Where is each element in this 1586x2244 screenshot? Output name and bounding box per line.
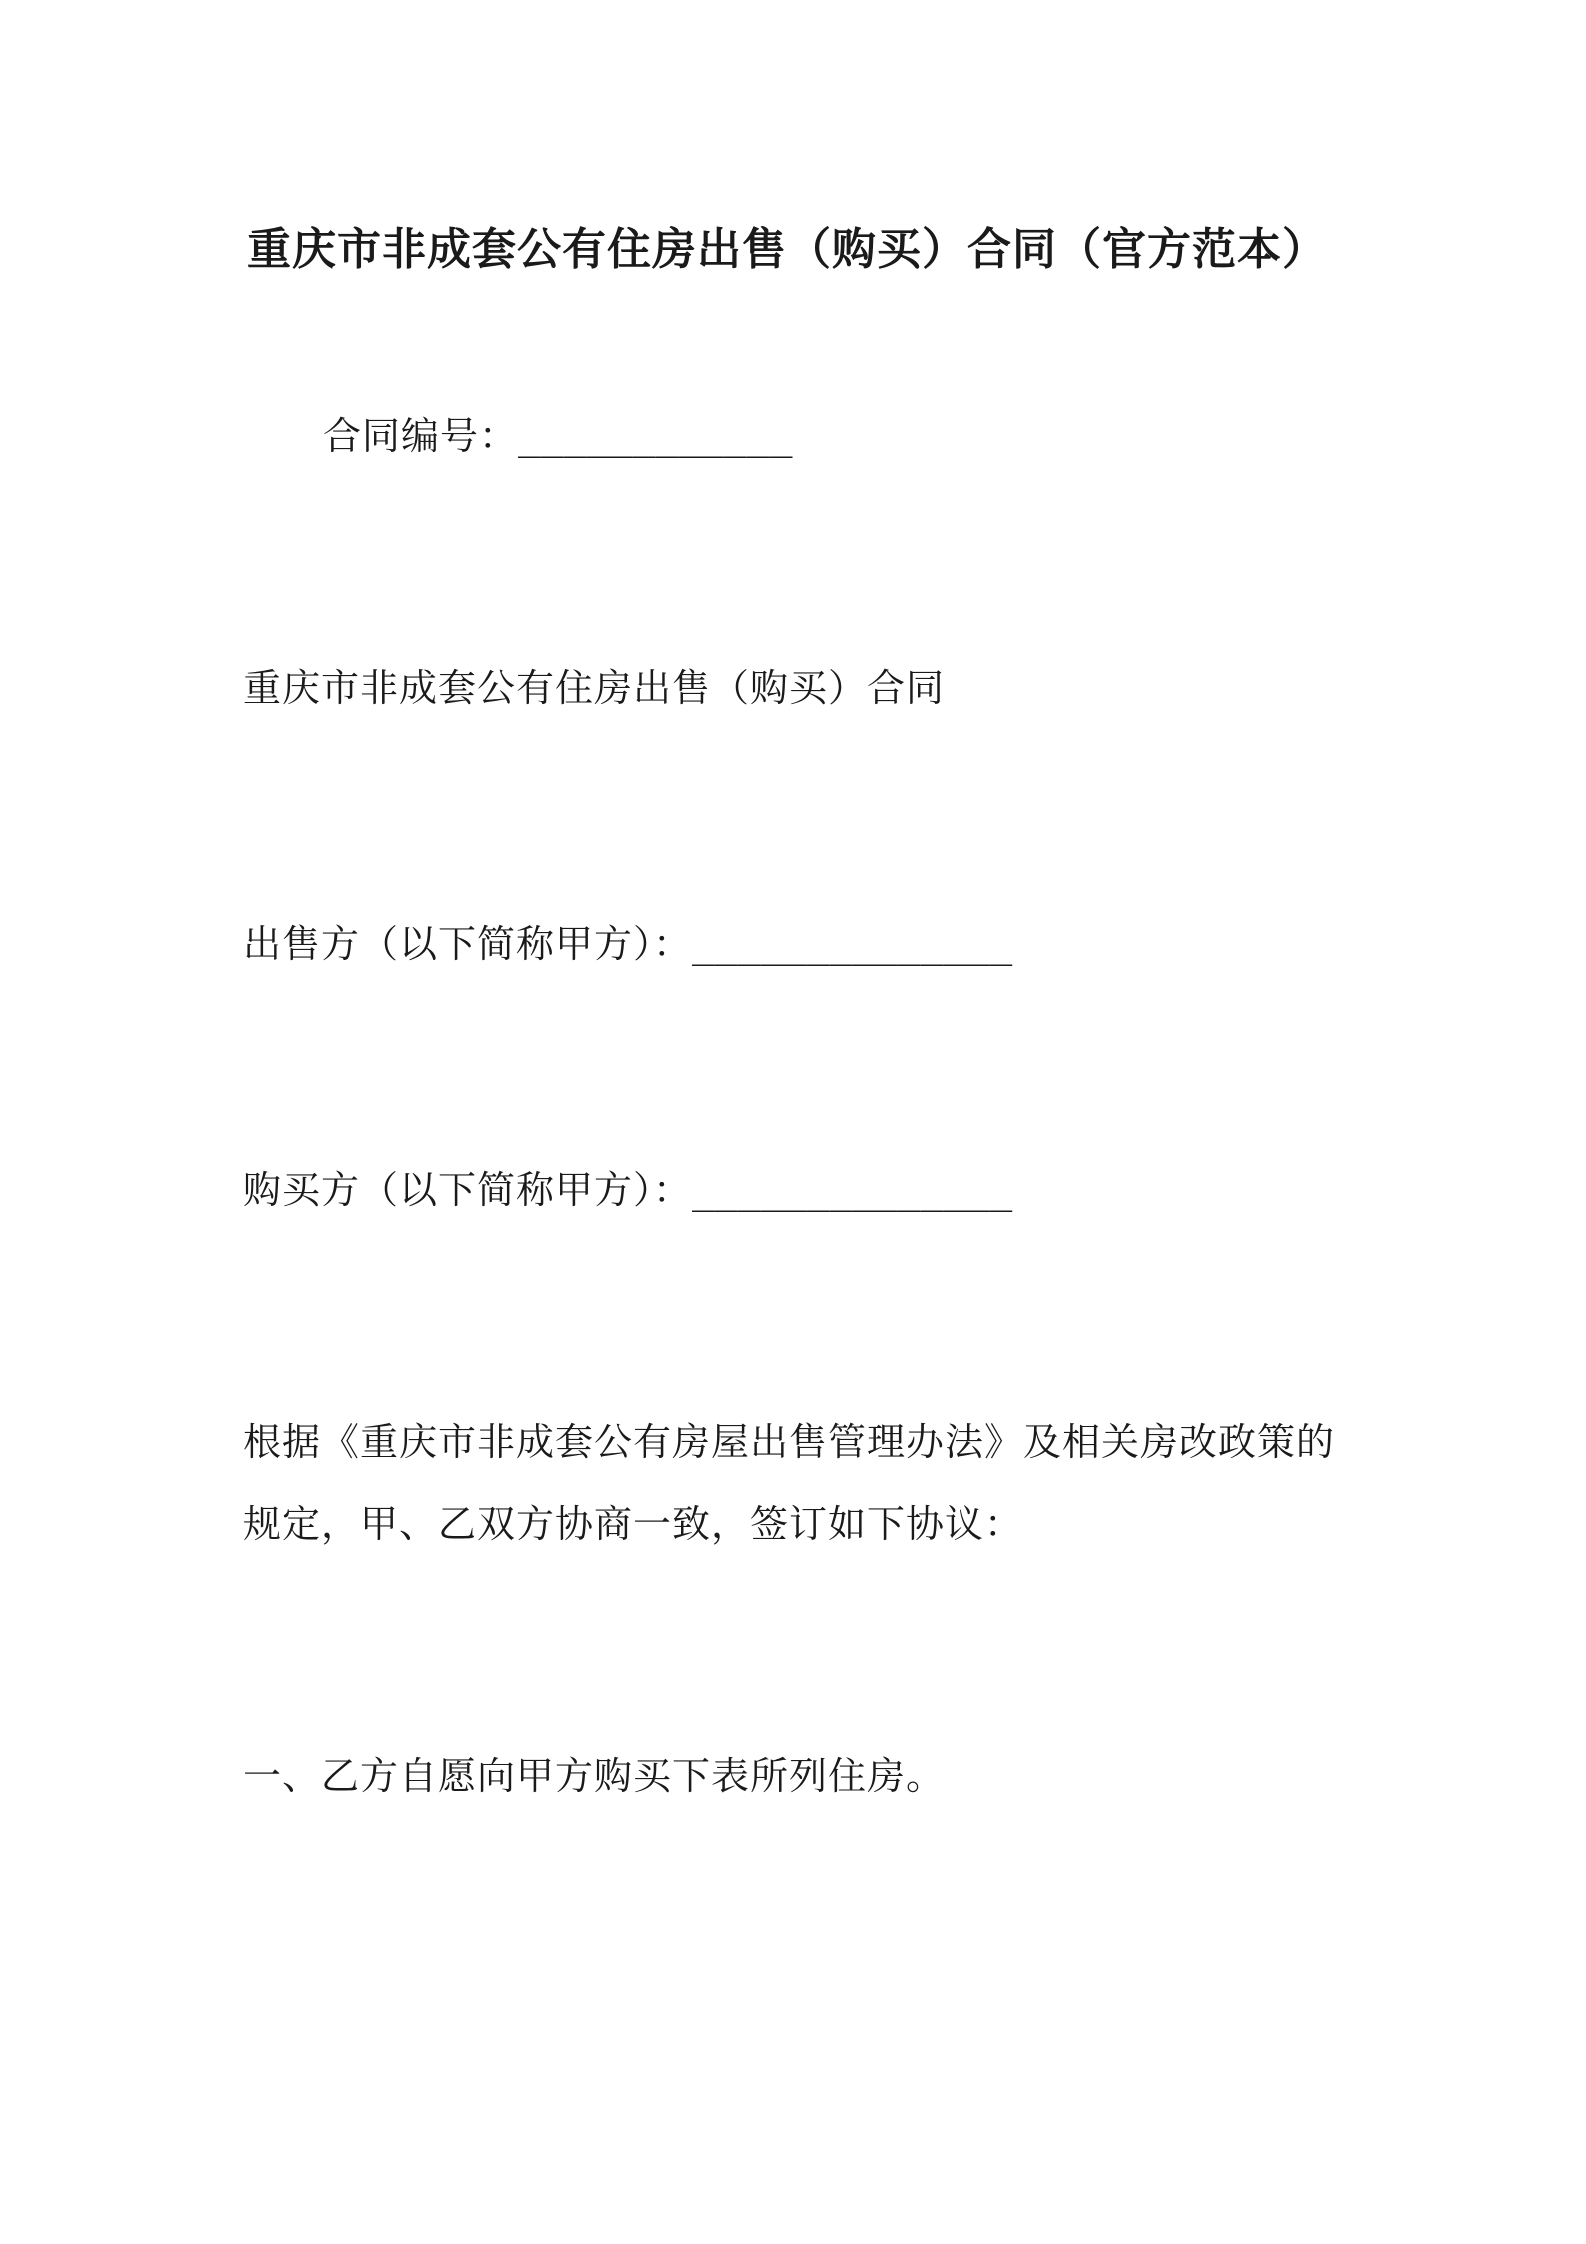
contract-subtitle: 重庆市非成套公有住房出售（购买）合同 (243, 666, 946, 710)
seller-blank: ______________ (692, 922, 1013, 966)
contract-number-field (323, 412, 793, 460)
buyer-label: 购买方（以下简称甲方）： (243, 1168, 693, 1212)
buyer-field (243, 1166, 1012, 1214)
document-title: 重庆市非成套公有住房出售（购买）合同（官方范本） (247, 224, 1327, 275)
seller-label: 出售方（以下简称甲方）： (243, 922, 693, 966)
buyer-blank: ______________ (692, 1168, 1013, 1212)
contract-number-label: 合同编号： (323, 414, 519, 458)
basis-paragraph-line-2: 规定，甲、乙双方协商一致，签订如下协议： (243, 1502, 1024, 1546)
contract-number-blank: ____________ (518, 414, 793, 458)
basis-paragraph-line-1: 根据《重庆市非成套公有房屋出售管理办法》及相关房改政策的 (243, 1420, 1336, 1464)
clause-one: 一、乙方自愿向甲方购买下表所列住房。 (243, 1754, 946, 1798)
seller-field (243, 920, 1012, 968)
